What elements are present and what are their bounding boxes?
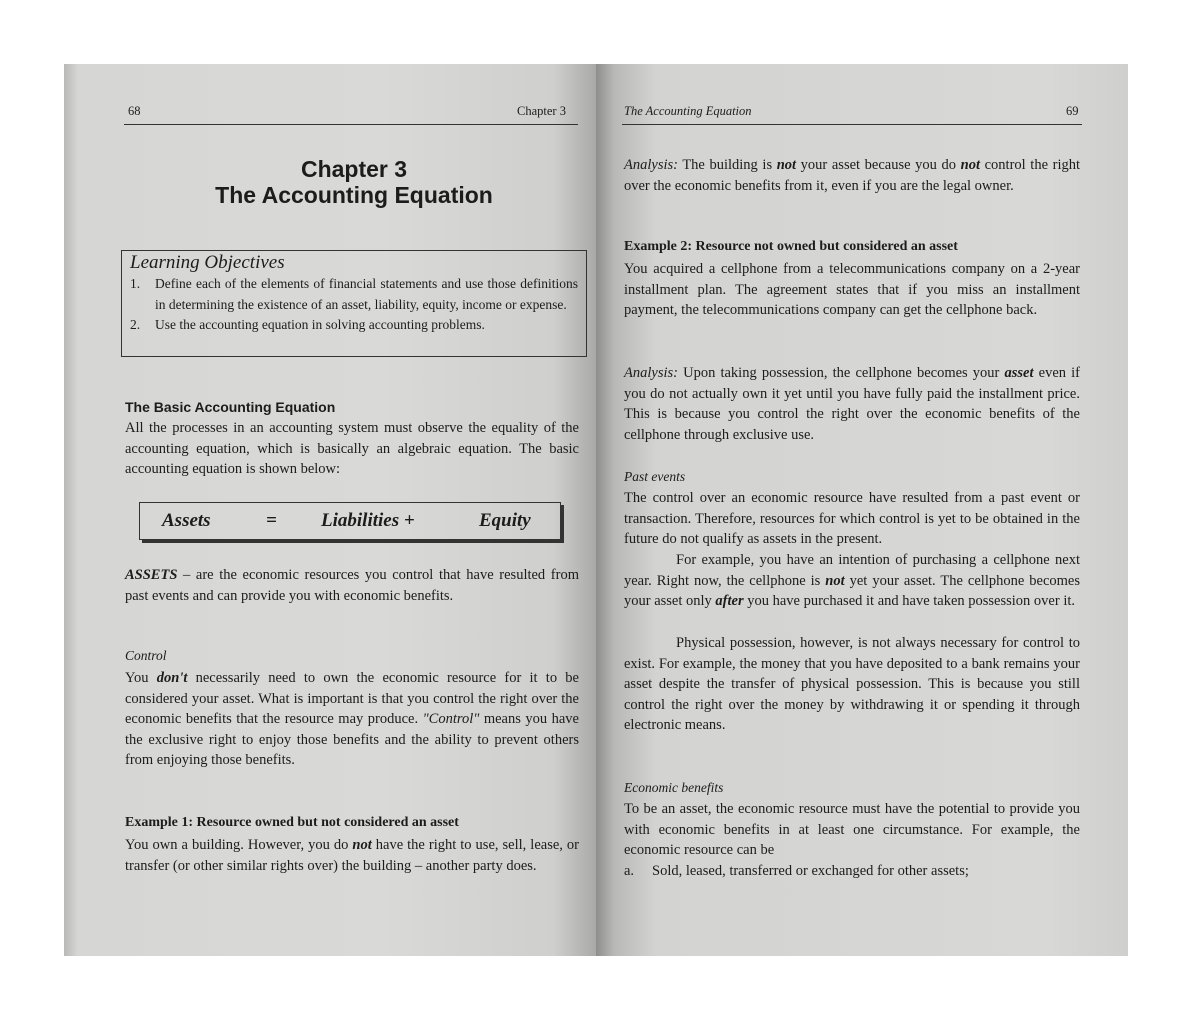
objective-number: 1. <box>130 276 141 291</box>
open-book <box>64 64 1128 956</box>
left-page <box>64 64 596 956</box>
objective-number: 2. <box>130 317 141 332</box>
equation-assets: Assets <box>162 510 211 531</box>
running-head: The Accounting Equation <box>624 104 752 118</box>
list-item-label: a. <box>624 863 635 879</box>
right-page <box>596 64 1128 956</box>
page-number: 69 <box>1066 104 1079 118</box>
example1-body: have the right to use, sell, lease, or transfer (or other similar rights over) the building – another party does. <box>125 837 579 874</box>
past-events-example <box>624 550 1080 612</box>
physical-possession-paragraph: Physical possession, however, is not always necessary for control to exist. For example, the money that you have deposited to a bank remains your asset despite the transfer of physical possession. This is because you still control the right over the money by withdrawing it or spending it through electronic means. <box>624 635 1080 734</box>
example2-heading: Example 2: Resource not owned but considered an asset <box>624 239 958 254</box>
objective-item <box>130 315 578 336</box>
list-item: Sold, leased, transferred or exchanged for other assets; <box>652 863 969 879</box>
analysis-label: Analysis: <box>624 157 678 173</box>
control-heading: Control <box>125 648 167 663</box>
learning-objectives-box <box>121 250 587 357</box>
control-text: means you have the exclusive right to enjoy those benefits and the ability to prevent others from enjoying those benefits. <box>125 711 579 769</box>
past-events-text: For example, you have an intention of purchasing a cellphone next year. Right now, the cellphone is <box>624 552 1080 589</box>
past-events-emphasis: not <box>825 572 845 589</box>
analysis-text: your asset because you do <box>796 157 961 173</box>
control-emphasis: don't <box>156 670 188 686</box>
past-events-text: you have purchased it and have taken possession over it. <box>743 593 1076 610</box>
analysis-text: even if you do not actually own it yet until you have fully paid the installment price. This is because you control the right over the economic benefits of the cellphone through exclusive use. <box>624 365 1081 443</box>
analysis-label: Analysis: <box>624 365 678 381</box>
past-events-emphasis: after <box>715 593 744 610</box>
control-text: necessarily need to own the economic resource for it to be considered your asset. What is important is that you control the right over the economic benefits that the resource may produce. <box>125 670 579 728</box>
example1-emphasis: not <box>352 837 372 853</box>
analysis-text: control the right over the economic benefits from it, even if you are the legal owner. <box>624 157 1081 194</box>
analysis-text: Upon taking possession, the cellphone becomes your <box>677 365 1005 381</box>
analysis2-paragraph <box>624 363 1080 445</box>
assets-definition <box>125 565 579 606</box>
control-text: You <box>125 670 157 686</box>
equation-equity: Equity <box>479 510 531 531</box>
chapter-title: The Accounting Equation <box>215 182 493 208</box>
section-intro: All the processes in an accounting system must observe the equality of the accounting equation, which is basically an algebraic equation. The basic accounting equation is shown below: <box>125 420 579 478</box>
objective-text: Define each of the elements of financial statements and use those definitions in determining the existence of an asset, liability, equity, income or expense. <box>155 276 578 312</box>
equation-equals: = <box>266 510 277 531</box>
analysis-text: The building is <box>677 157 777 173</box>
assets-definition-text: – are the economic resources you control that have resulted from past events and can provide you with economic benefits. <box>125 567 579 604</box>
control-paragraph <box>125 668 579 771</box>
equation-liabilities: Liabilities + <box>321 510 415 531</box>
example2-text: You acquired a cellphone from a telecommunications company on a 2-year installment plan. The agreement states that if you miss an installment payment, the telecommunications company can get the cellphone back. <box>624 261 1080 319</box>
running-head: Chapter 3 <box>517 104 566 118</box>
analysis1-paragraph <box>624 155 1080 196</box>
objective-item <box>130 274 578 315</box>
example1-body: You own a building. However, you do <box>125 837 353 853</box>
example1-text <box>125 835 579 876</box>
objective-text: Use the accounting equation in solving accounting problems. <box>155 317 485 332</box>
chapter-label: Chapter 3 <box>300 156 408 182</box>
example1-heading: Example 1: Resource owned but not considered an asset <box>125 815 459 830</box>
assets-term: ASSETS <box>125 567 178 583</box>
analysis-emphasis: not <box>776 157 797 173</box>
objectives-heading: Learning Objectives <box>130 252 285 273</box>
economic-benefits-heading: Economic benefits <box>624 780 724 795</box>
section-heading: The Basic Accounting Equation <box>125 399 336 415</box>
header-rule <box>124 124 578 125</box>
page-number: 68 <box>128 104 141 118</box>
accounting-equation-box <box>139 502 561 540</box>
header-rule <box>622 124 1082 125</box>
past-events-paragraph: The control over an economic resource have resulted from a past event or transaction. Therefore, resources for which control is yet to be obtained in the future do not qualify as assets in the present. <box>624 490 1080 548</box>
analysis-emphasis: asset <box>1004 365 1034 381</box>
economic-benefits-paragraph: To be an asset, the economic resource must have the potential to provide you with economic benefits in at least one circumstance. For example, the economic resource can be <box>624 801 1080 859</box>
past-events-text: yet your asset. The cellphone becomes your asset only <box>624 572 1080 610</box>
past-events-heading: Past events <box>624 469 686 484</box>
analysis-emphasis: not <box>960 157 980 173</box>
control-emphasis: "Control" <box>422 711 480 728</box>
